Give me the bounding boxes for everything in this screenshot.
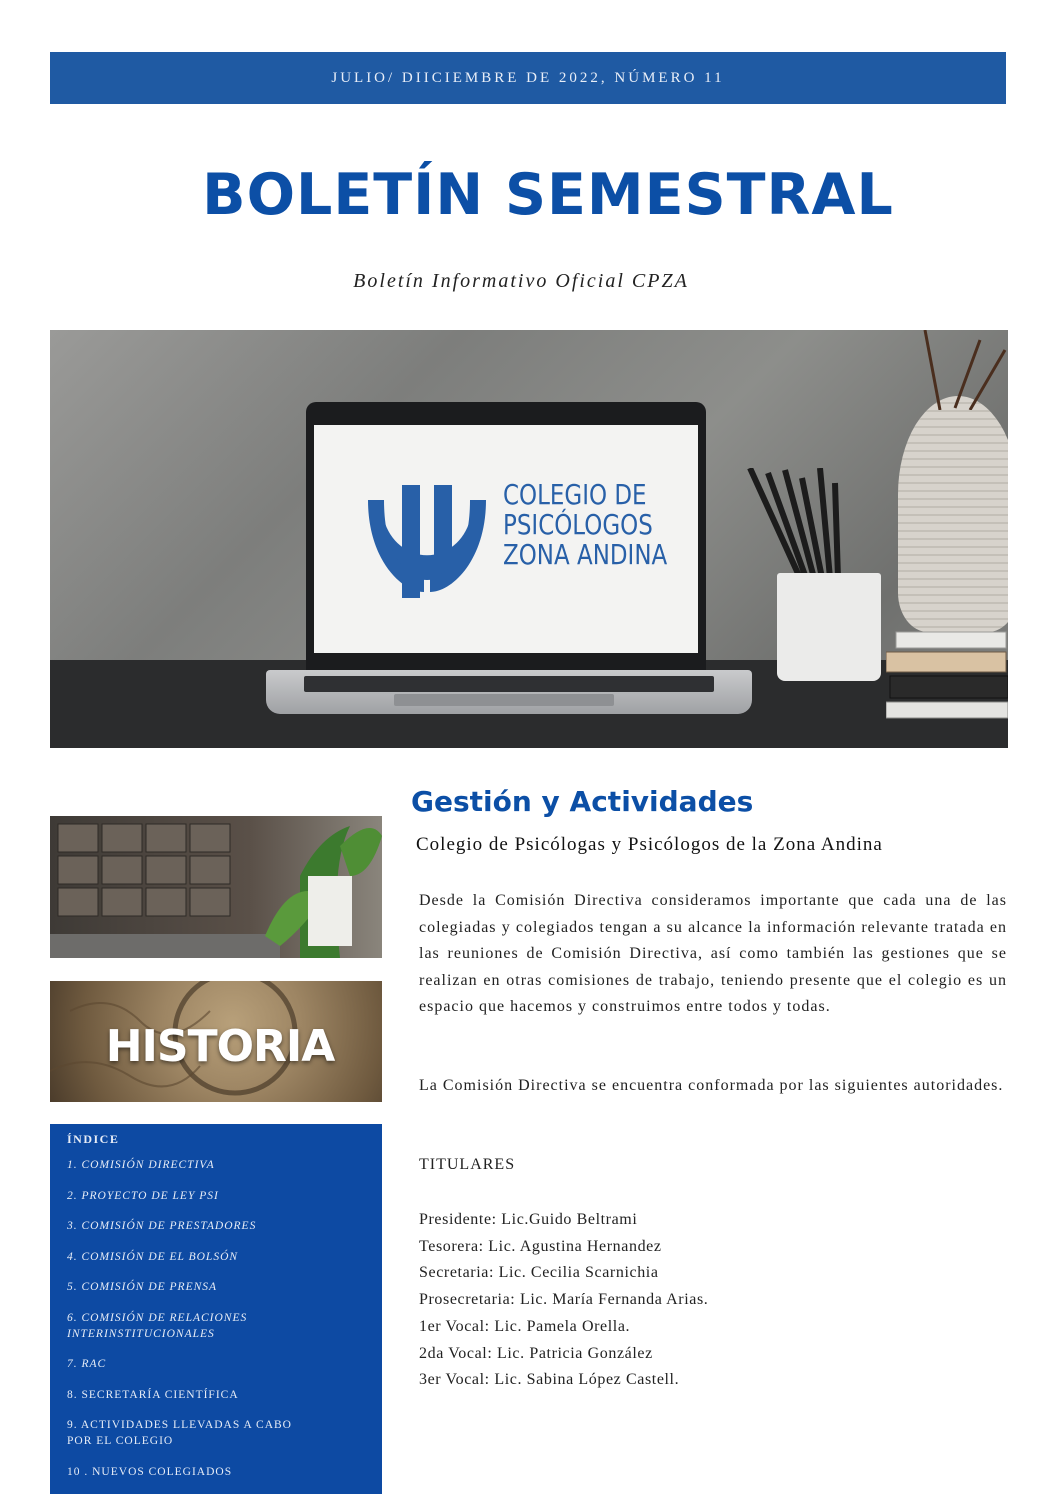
historia-banner[interactable] — [50, 981, 382, 1102]
video-call-photo — [50, 816, 382, 958]
laptop-trackpad — [394, 694, 614, 706]
index-item[interactable]: 2. PROYECTO DE LEY PSI — [67, 1189, 219, 1202]
titulares-heading: TITULARES — [419, 1156, 516, 1173]
index-item[interactable]: 4. COMISIÓN DE EL BOLSÓN — [67, 1250, 239, 1263]
issue-text: JULIO/ DIICIEMBRE DE 2022, NÚMERO 11 — [331, 69, 725, 86]
historia-label: HISTORIA — [105, 1021, 335, 1072]
logo-line-1: COLEGIO DE — [503, 478, 647, 511]
cpza-logo-text — [503, 478, 668, 571]
index-item[interactable]: 7. RAC — [67, 1358, 107, 1370]
index-item[interactable]: 10 . NUEVOS COLEGIADOS — [67, 1465, 233, 1478]
index-item[interactable]: 1. COMISIÓN DIRECTIVA — [67, 1159, 215, 1171]
list-item: Prosecretaria: Lic. María Fernanda Arias. — [419, 1291, 709, 1309]
vase-illustration — [898, 396, 1008, 632]
index-item[interactable]: 8. SECRETARÍA CIENTÍFICA — [67, 1388, 239, 1401]
logo-line-2: PSICÓLOGOS — [503, 508, 653, 541]
pencil-cup — [777, 573, 881, 681]
index-item[interactable]: 6. COMISIÓN DE RELACIONES INTERINSTITUCIONALES — [67, 1311, 248, 1340]
index-panel — [50, 1124, 382, 1494]
index-title: ÍNDICE — [67, 1132, 120, 1146]
index-item[interactable]: 3. COMISIÓN DE PRESTADORES — [67, 1220, 257, 1232]
pencils-illustration — [740, 468, 860, 588]
notebooks-illustration — [886, 630, 1008, 725]
list-item: 2da Vocal: Lic. Patricia González — [419, 1344, 653, 1362]
logo-line-3: ZONA ANDINA — [503, 538, 668, 571]
issue-banner — [50, 52, 1006, 104]
hero-image — [50, 330, 1008, 748]
index-item[interactable]: 9. ACTIVIDADES LLEVADAS A CABO POR EL COLEGIO — [67, 1419, 292, 1447]
list-item: Tesorera: Lic. Agustina Hernandez — [419, 1237, 662, 1255]
newsletter-subtitle: Boletín Informativo Oficial CPZA — [353, 270, 689, 292]
authorities-paragraph: La Comisión Directiva se encuentra conformada por las siguientes autoridades. — [419, 1077, 1004, 1094]
video-call-grid-illustration — [50, 816, 382, 958]
authorities-list — [419, 1207, 708, 1394]
branches-illustration — [920, 330, 1008, 410]
list-item: Secretaria: Lic. Cecilia Scarnichia — [419, 1264, 659, 1282]
newsletter-title: BOLETÍN SEMESTRAL — [202, 162, 894, 228]
section-title: Gestión y Actividades — [411, 785, 754, 818]
laptop-keyboard — [304, 676, 714, 692]
list-item: 3er Vocal: Lic. Sabina López Castell. — [419, 1371, 680, 1389]
list-item: 1er Vocal: Lic. Pamela Orella. — [419, 1317, 631, 1335]
cpza-logo-icon — [362, 480, 492, 600]
list-item: Presidente: Lic.Guido Beltrami — [419, 1211, 638, 1228]
organization-name: Colegio de Psicólogas y Psicólogos de la Zona Andina — [416, 834, 883, 855]
intro-paragraph: Desde la Comisión Directiva consideramos importante que cada una de las colegiadas y colegiados tengan a su alcance la información relevante tratada en las reuniones de Comisión Directiva, así como también las gestiones que se realizan en otras comisiones de trabajo, teniendo presente que el colegio es un espacio que hacemos y construimos entre todos y todas. — [419, 892, 1007, 1015]
index-item[interactable]: 5. COMISIÓN DE PRENSA — [67, 1281, 218, 1293]
